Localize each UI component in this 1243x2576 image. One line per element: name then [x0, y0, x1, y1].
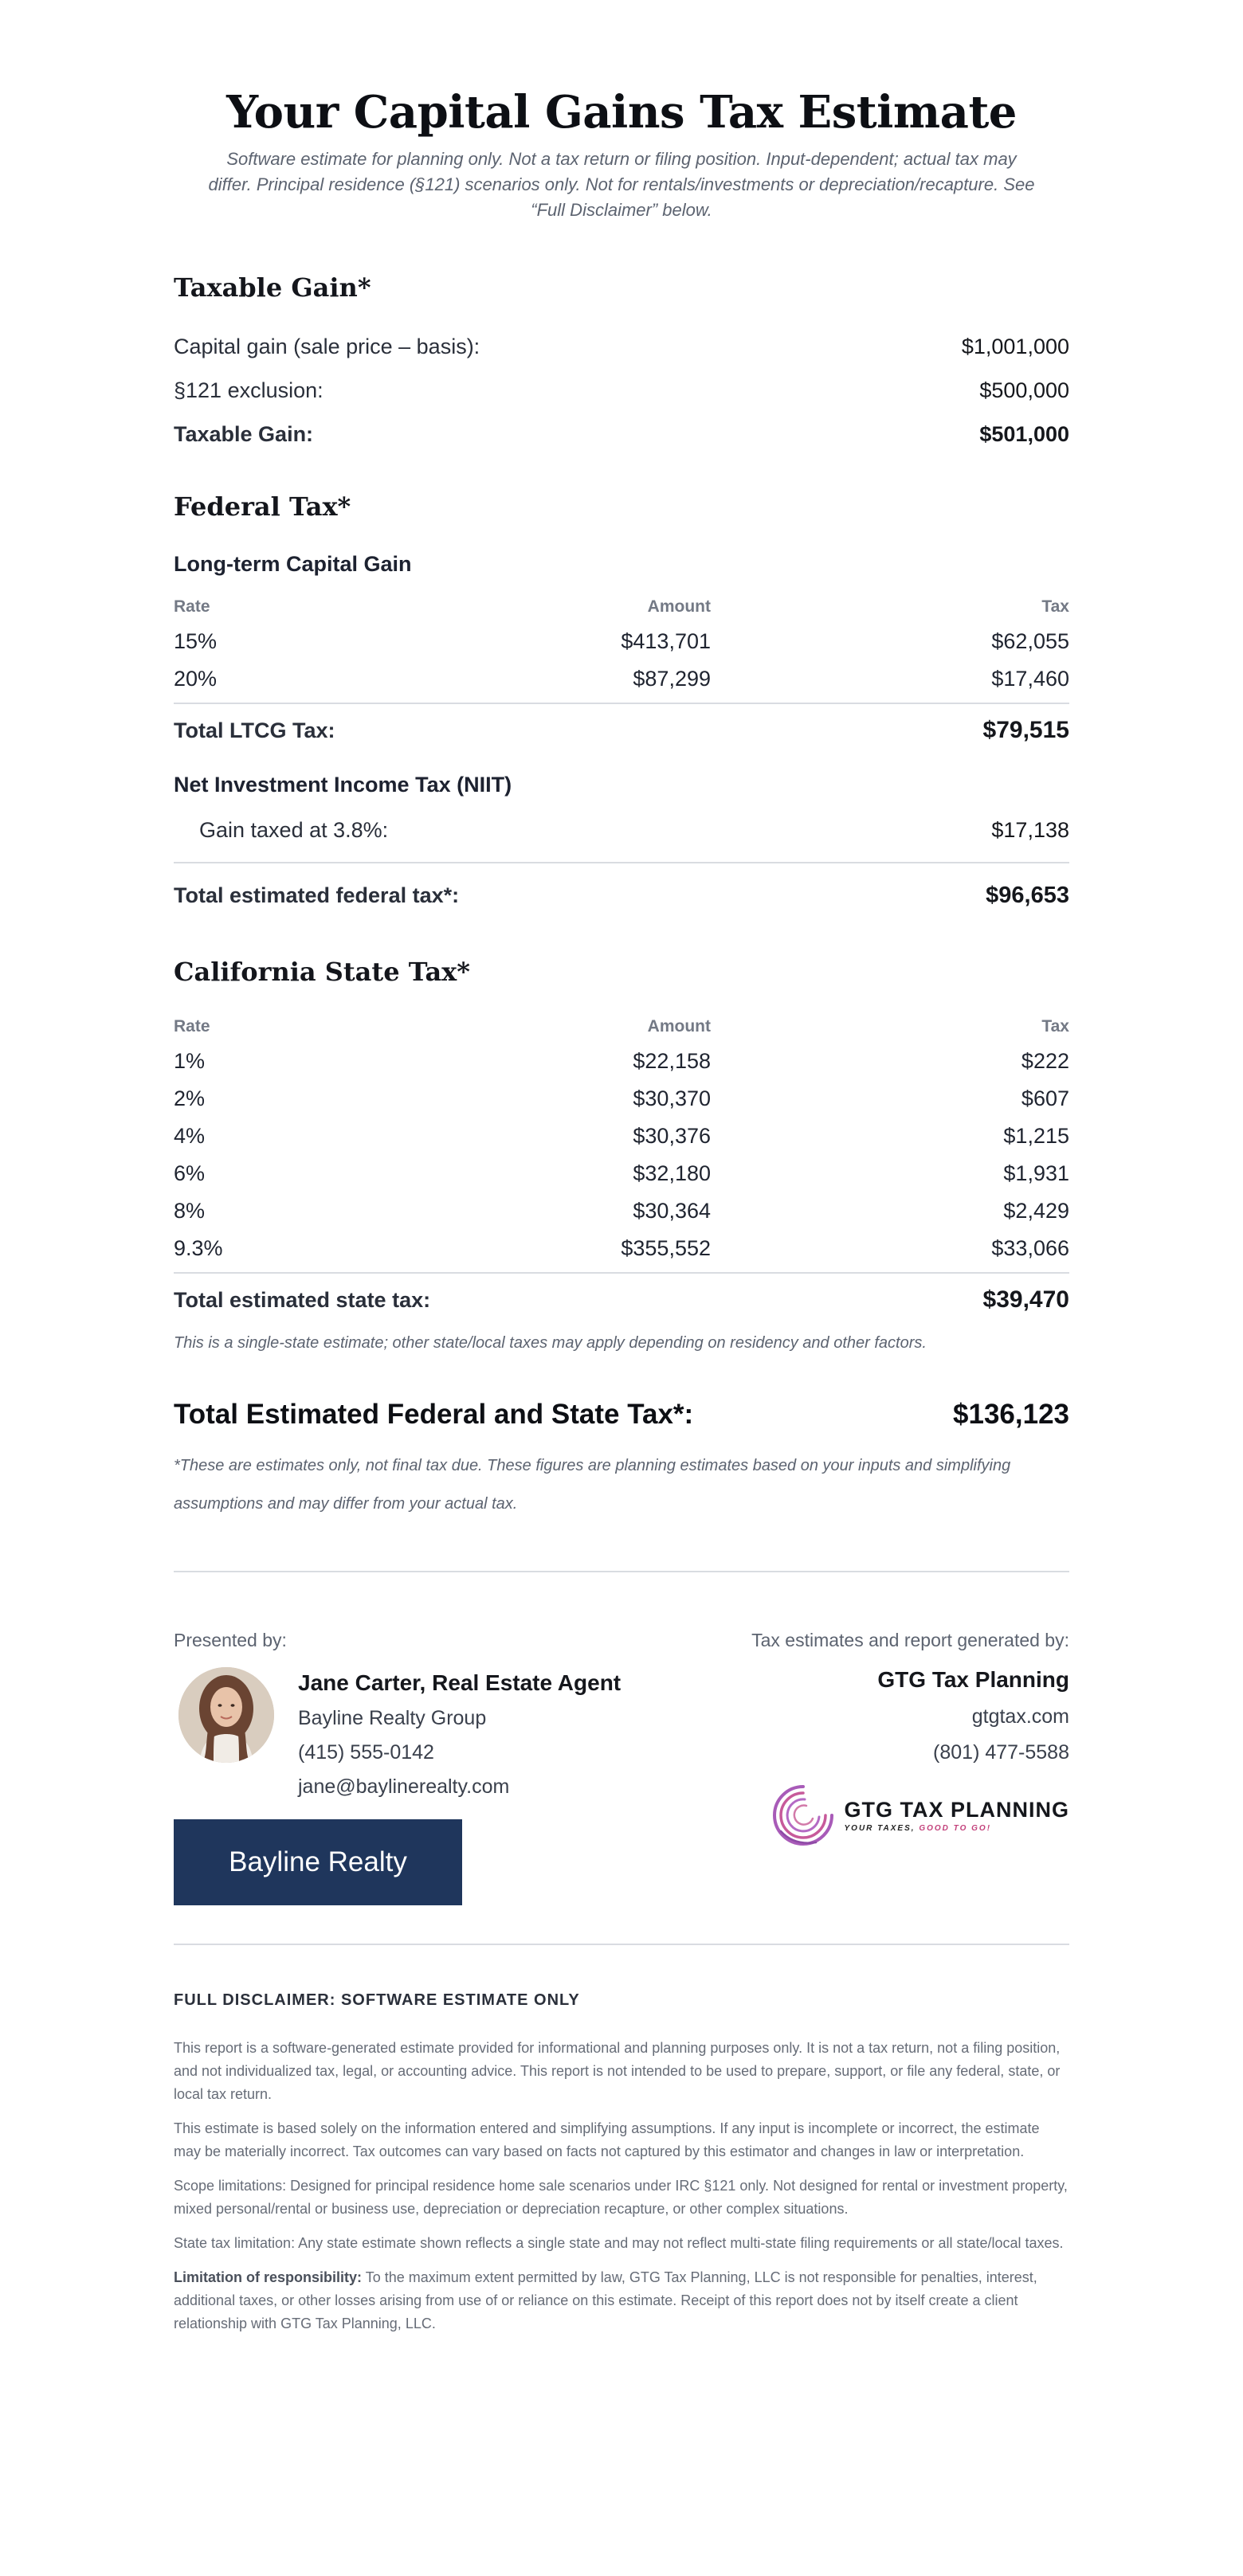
niit-label: Gain taxed at 3.8%: — [199, 818, 389, 842]
disclaimer-section — [174, 1991, 1069, 2335]
agent-details — [298, 1667, 621, 1799]
grand-total-value: $136,123 — [953, 1399, 1069, 1430]
tax-cell: $17,460 — [991, 667, 1069, 691]
table-row — [174, 629, 1069, 654]
taxable-gain-total-row — [174, 422, 1069, 447]
capital-gain-value: $1,001,000 — [961, 335, 1069, 358]
taxable-gain-total-label: Taxable Gain: — [174, 422, 314, 446]
disclaimer-paragraph: This report is a software-generated estimate provided for informational and planning purposes only. It is not a tax return, not a filing position, and not individualized tax, legal, or accounting advice. This report is not intended to be used to prepare, support, or file any federal, state, or local tax return. — [174, 2040, 1061, 2102]
rate-cell: 8% — [174, 1199, 206, 1223]
tax-cell: $222 — [1021, 1049, 1069, 1073]
federal-tax-section — [174, 491, 1069, 909]
ltcg-table-header — [174, 597, 1069, 617]
taxable-gain-total-value: $501,000 — [979, 422, 1069, 446]
report-page — [174, 0, 1069, 2335]
disclaimer-heading: FULL DISCLAIMER: SOFTWARE ESTIMATE ONLY — [174, 1991, 580, 2009]
federal-tax-heading: Federal Tax* — [174, 491, 351, 522]
rate-cell: 9.3% — [174, 1236, 223, 1260]
amount-cell: $355,552 — [621, 1236, 711, 1260]
ltcg-heading: Long-term Capital Gain — [174, 552, 412, 576]
state-total-value: $39,470 — [982, 1286, 1069, 1313]
amount-cell: $32,180 — [633, 1161, 711, 1185]
rate-cell: 15% — [174, 629, 218, 653]
state-tax-heading: California State Tax* — [174, 957, 470, 987]
table-row — [174, 1199, 1069, 1223]
amount-cell: $22,158 — [633, 1049, 711, 1073]
brokerage-logo: Bayline Realty — [174, 1819, 462, 1905]
contacts-section — [174, 1630, 1069, 1905]
rate-cell: 20% — [174, 667, 218, 691]
agent-company: Bayline Realty Group — [298, 1707, 487, 1729]
ltcg-total-row — [174, 717, 1069, 744]
gtg-logo-text — [845, 1798, 1070, 1833]
generator-phone: (801) 477-5588 — [933, 1741, 1069, 1764]
presenter-block — [174, 1630, 621, 1905]
generator-website: gtgtax.com — [971, 1705, 1069, 1728]
col-amount: Amount — [647, 597, 711, 616]
capital-gain-row — [174, 335, 1069, 359]
taxable-gain-heading: Taxable Gain* — [174, 272, 371, 303]
taxable-gain-section — [174, 272, 1069, 447]
divider — [174, 703, 1069, 704]
agent-phone: (415) 555-0142 — [298, 1741, 434, 1764]
rate-cell: 6% — [174, 1161, 206, 1185]
state-total-label: Total estimated state tax: — [174, 1287, 431, 1312]
rate-cell: 2% — [174, 1086, 206, 1110]
divider — [174, 862, 1069, 863]
disclaimer-paragraph: State tax limitation: Any state estimate shown reflects a single state and may not reflect multi-state filing requirements or all state/local taxes. — [174, 2235, 1064, 2251]
col-tax: Tax — [1041, 1017, 1069, 1035]
amount-cell: $87,299 — [633, 667, 711, 691]
disclaimer-paragraph: Scope limitations: Designed for principal residence home sale scenarios under IRC §121 only. Not designed for rental or investment property, mixed personal/rental or business use, depreciation or depreciation recapture, or other complex situations. — [174, 2178, 1068, 2217]
tax-cell: $1,931 — [1003, 1161, 1069, 1185]
table-row — [174, 667, 1069, 691]
avatar — [178, 1667, 274, 1763]
federal-total-value: $96,653 — [986, 883, 1069, 908]
gtg-logo — [751, 1782, 1069, 1849]
tagline-part-a: YOUR TAXES, — [844, 1824, 920, 1833]
agent-name: Jane Carter, Real Estate Agent — [298, 1670, 622, 1695]
generator-block — [751, 1630, 1069, 1905]
niit-value: $17,138 — [991, 818, 1069, 842]
tagline-part-b: GOOD TO GO! — [919, 1824, 992, 1833]
capital-gain-label: Capital gain (sale price – basis): — [174, 335, 480, 358]
grand-total-row — [174, 1399, 1069, 1431]
table-row — [174, 1086, 1069, 1111]
page-subtitle: Software estimate for planning only. Not a tax return or filing position. Input-dependent; actual tax may differ. Principal residence (§121) scenarios only. Not for rentals/investments or depreciation/recapture. See “Full Disclaimer” below. — [208, 149, 1035, 220]
federal-total-row — [174, 883, 1069, 909]
amount-cell: $30,370 — [633, 1086, 711, 1110]
disclaimer-paragraph — [174, 2266, 1069, 2335]
swirl-logo-icon — [770, 1782, 837, 1849]
agent-card — [174, 1667, 621, 1799]
table-row — [174, 1236, 1069, 1261]
exclusion-value: $500,000 — [979, 378, 1069, 402]
niit-row — [174, 818, 1069, 843]
limitation-label: Limitation of responsibility: — [174, 2269, 363, 2285]
ltcg-total-value: $79,515 — [982, 717, 1069, 743]
rate-cell: 1% — [174, 1049, 206, 1073]
grand-total-label: Total Estimated Federal and State Tax*: — [174, 1399, 694, 1430]
generator-name: GTG Tax Planning — [877, 1667, 1069, 1692]
limitation-text: To the maximum extent permitted by law, GTG Tax Planning, LLC is not responsible for penalties, interest, additional taxes, or other losses arising from use of or reliance on this estimate. Receipt of this report does not by itself create a client relationship with GTG Tax Planning, LLC. — [174, 2269, 1037, 2331]
divider — [174, 1571, 1069, 1572]
state-table-header — [174, 1017, 1069, 1036]
tax-cell: $2,429 — [1003, 1199, 1069, 1223]
state-tax-section — [174, 957, 1069, 1353]
generated-by-label: Tax estimates and report generated by: — [751, 1630, 1069, 1650]
divider — [174, 1944, 1069, 1945]
agent-email: jane@baylinerealty.com — [298, 1775, 510, 1798]
col-amount: Amount — [647, 1017, 711, 1035]
page-title: Your Capital Gains Tax Estimate — [226, 86, 1017, 139]
amount-cell: $30,376 — [633, 1124, 711, 1148]
table-row — [174, 1124, 1069, 1149]
presented-by-label: Presented by: — [174, 1630, 287, 1650]
gtg-logo-tagline — [845, 1824, 1070, 1833]
estimate-note: *These are estimates only, not final tax due. These figures are planning estimates based on your inputs and simplifying assumptions and may differ from your actual tax. — [174, 1457, 1011, 1513]
niit-heading: Net Investment Income Tax (NIIT) — [174, 773, 512, 797]
tax-cell: $62,055 — [991, 629, 1069, 653]
table-row — [174, 1161, 1069, 1186]
table-row — [174, 1049, 1069, 1074]
rate-cell: 4% — [174, 1124, 206, 1148]
tax-cell: $33,066 — [991, 1236, 1069, 1260]
tax-cell: $607 — [1021, 1086, 1069, 1110]
disclaimer-paragraph: This estimate is based solely on the information entered and simplifying assumptions. If any input is incomplete or incorrect, the estimate may be materially incorrect. Tax outcomes can vary based on facts not captured by this estimator and changes in law or interpretation. — [174, 2120, 1040, 2159]
tax-cell: $1,215 — [1003, 1124, 1069, 1148]
state-total-row — [174, 1286, 1069, 1313]
divider — [174, 1272, 1069, 1274]
col-rate: Rate — [174, 1017, 210, 1035]
ltcg-total-label: Total LTCG Tax: — [174, 718, 335, 742]
col-rate: Rate — [174, 597, 210, 616]
exclusion-row — [174, 378, 1069, 403]
col-tax: Tax — [1041, 597, 1069, 616]
amount-cell: $30,364 — [633, 1199, 711, 1223]
exclusion-label: §121 exclusion: — [174, 378, 323, 402]
grand-total-section — [174, 1399, 1069, 1523]
state-note: This is a single-state estimate; other state/local taxes may apply depending on residency and other factors. — [174, 1334, 927, 1352]
amount-cell: $413,701 — [621, 629, 711, 653]
gtg-logo-name: GTG TAX PLANNING — [844, 1798, 1069, 1822]
federal-total-label: Total estimated federal tax*: — [174, 883, 460, 907]
